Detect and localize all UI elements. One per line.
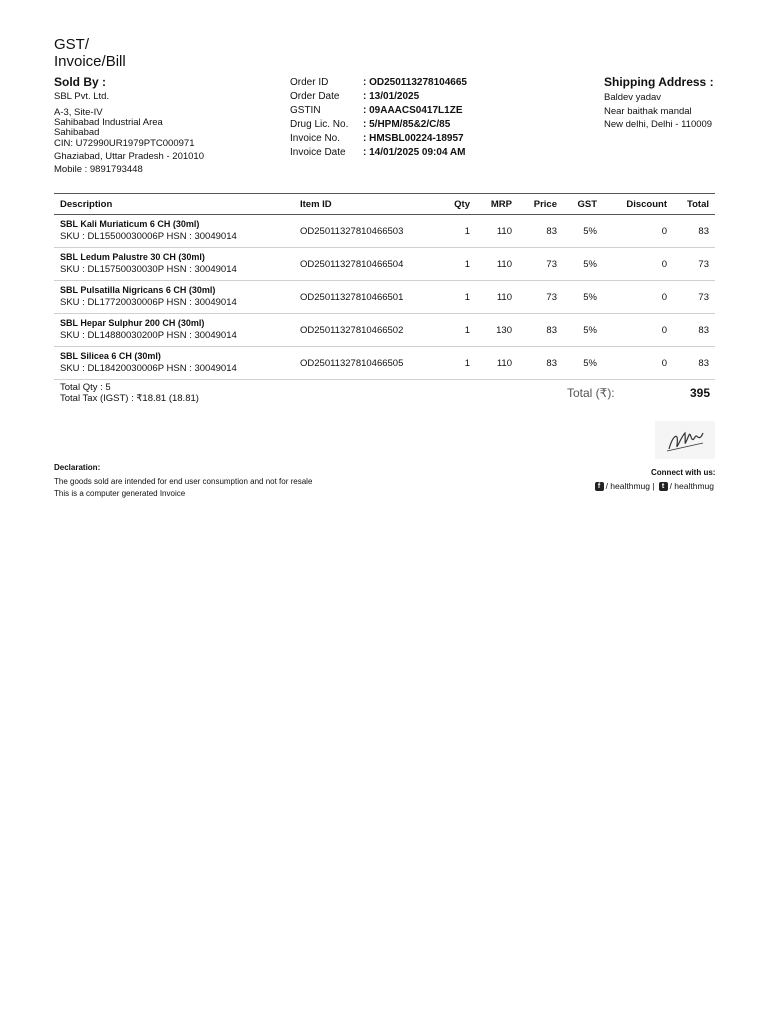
item-gst: 5%	[557, 347, 597, 380]
meta-value: : 14/01/2025 09:04 AM	[363, 147, 466, 158]
signature-icon	[655, 421, 715, 459]
connect-heading: Connect with us:	[651, 468, 716, 477]
item-id: OD25011327810466501	[300, 281, 430, 314]
declaration-line: The goods sold are intended for end user consumption and not for resale	[54, 477, 313, 486]
meta-value: : 09AAACS0417L1ZE	[363, 105, 463, 116]
table-row	[54, 347, 715, 380]
table-row	[54, 215, 715, 248]
facebook-icon[interactable]: f	[595, 482, 604, 491]
product-name: SBL Hepar Sulphur 200 CH (30ml)	[60, 318, 205, 328]
item-price: 73	[512, 281, 557, 314]
total-tax: Total Tax (IGST) : ₹18.81 (18.81)	[60, 393, 199, 404]
table-row	[54, 281, 715, 314]
grand-total-value: 395	[690, 386, 711, 400]
item-id: OD25011327810466503	[300, 215, 430, 248]
item-mrp: 110	[470, 248, 512, 281]
declaration-line: This is a computer generated Invoice	[54, 489, 186, 498]
item-discount: 0	[597, 347, 667, 380]
item-mrp: 110	[470, 347, 512, 380]
meta-value: : 13/01/2025	[363, 91, 420, 102]
item-gst: 5%	[557, 215, 597, 248]
product-sku: SKU : DL17720030006P HSN : 30049014	[60, 297, 237, 308]
item-gst: 5%	[557, 281, 597, 314]
shipping-heading: Shipping Address :	[604, 75, 714, 89]
table-row	[54, 248, 715, 281]
item-mrp: 110	[470, 215, 512, 248]
item-total: 73	[667, 281, 715, 314]
meta-key: Invoice No.	[290, 133, 341, 144]
item-id: OD25011327810466502	[300, 314, 430, 347]
product-name: SBL Kali Muriaticum 6 CH (30ml)	[60, 219, 200, 229]
item-discount: 0	[597, 314, 667, 347]
meta-row	[290, 132, 467, 146]
item-id: OD25011327810466504	[300, 248, 430, 281]
item-total: 83	[667, 347, 715, 380]
item-price: 83	[512, 215, 557, 248]
item-description	[54, 248, 300, 281]
item-total: 73	[667, 248, 715, 281]
meta-row	[290, 76, 467, 90]
col-mrp: MRP	[470, 194, 512, 215]
shipping-line: Near baithak mandal	[604, 105, 692, 117]
meta-key: Order ID	[290, 77, 329, 88]
item-discount: 0	[597, 248, 667, 281]
table-row	[54, 314, 715, 347]
social-links	[595, 481, 714, 491]
col-price: Price	[512, 194, 557, 215]
item-qty: 1	[430, 314, 470, 347]
item-mrp: 110	[470, 281, 512, 314]
title-line-1: GST/	[54, 36, 90, 53]
item-price: 73	[512, 248, 557, 281]
item-description	[54, 347, 300, 380]
col-item-id: Item ID	[300, 194, 430, 215]
item-id: OD25011327810466505	[300, 347, 430, 380]
meta-row	[290, 118, 467, 132]
item-description	[54, 281, 300, 314]
declaration-text	[54, 476, 312, 500]
table-header-row	[54, 194, 715, 215]
item-qty: 1	[430, 347, 470, 380]
shipping-line: Baldev yadav	[604, 92, 662, 103]
signature-image	[655, 421, 715, 459]
twitter-icon[interactable]: t	[659, 482, 668, 491]
meta-row	[290, 146, 467, 160]
seller-line: SBL Pvt. Ltd.	[54, 91, 110, 102]
item-qty: 1	[430, 248, 470, 281]
item-description	[54, 314, 300, 347]
meta-key: Invoice Date	[290, 147, 346, 158]
item-discount: 0	[597, 281, 667, 314]
product-name: SBL Silicea 6 CH (30ml)	[60, 351, 161, 361]
grand-total-label: Total (₹):	[567, 386, 615, 400]
col-discount: Discount	[597, 194, 667, 215]
product-sku: SKU : DL18420030006P HSN : 30049014	[60, 363, 237, 374]
seller-line: A-3, Site-IV	[54, 106, 103, 118]
product-sku: SKU : DL14880030200P HSN : 30049014	[60, 330, 237, 341]
facebook-handle[interactable]: / healthmug |	[605, 481, 655, 491]
item-total: 83	[667, 314, 715, 347]
meta-row	[290, 90, 467, 104]
item-discount: 0	[597, 215, 667, 248]
seller-address	[54, 91, 204, 177]
item-price: 83	[512, 347, 557, 380]
meta-key: GSTIN	[290, 105, 321, 116]
meta-value: : OD250113278104665	[363, 77, 467, 88]
seller-line: CIN: U72990UR1979PTC000971	[54, 137, 195, 149]
col-description: Description	[54, 194, 300, 215]
item-total: 83	[667, 215, 715, 248]
item-gst: 5%	[557, 314, 597, 347]
item-mrp: 130	[470, 314, 512, 347]
shipping-line: New delhi, Delhi - 110009	[604, 119, 713, 130]
declaration-heading: Declaration:	[54, 463, 101, 472]
col-qty: Qty	[430, 194, 470, 215]
title-line-2: Invoice/Bill	[54, 53, 126, 70]
items-table	[54, 193, 715, 380]
product-sku: SKU : DL15750030030P HSN : 30049014	[60, 264, 237, 275]
total-qty: Total Qty : 5	[60, 382, 111, 393]
col-total: Total	[667, 194, 715, 215]
item-qty: 1	[430, 281, 470, 314]
seller-line: Mobile : 9891793448	[54, 164, 143, 175]
item-description	[54, 215, 300, 248]
twitter-handle[interactable]: / healthmug	[669, 481, 714, 491]
col-gst: GST	[557, 194, 597, 215]
seller-line: Ghaziabad, Uttar Pradesh - 201010	[54, 150, 204, 162]
shipping-address	[604, 91, 712, 132]
meta-value: : 5/HPM/85&2/C/85	[363, 119, 451, 130]
seller-line: Sahibabad	[54, 126, 100, 138]
meta-value: : HMSBL00224-18957	[363, 133, 464, 144]
order-meta	[290, 76, 467, 160]
product-sku: SKU : DL15500030006P HSN : 30049014	[60, 231, 237, 242]
meta-row	[290, 104, 467, 118]
product-name: SBL Pulsatilla Nigricans 6 CH (30ml)	[60, 285, 216, 295]
sold-by-heading: Sold By :	[54, 75, 107, 89]
product-name: SBL Ledum Palustre 30 CH (30ml)	[60, 252, 205, 262]
item-qty: 1	[430, 215, 470, 248]
meta-key: Order Date	[290, 91, 340, 102]
item-gst: 5%	[557, 248, 597, 281]
item-price: 83	[512, 314, 557, 347]
meta-key: Drug Lic. No.	[290, 119, 349, 130]
totals-summary	[60, 382, 199, 404]
seller-line: Sahibabad Industrial Area	[54, 116, 163, 128]
invoice-title	[54, 36, 126, 70]
